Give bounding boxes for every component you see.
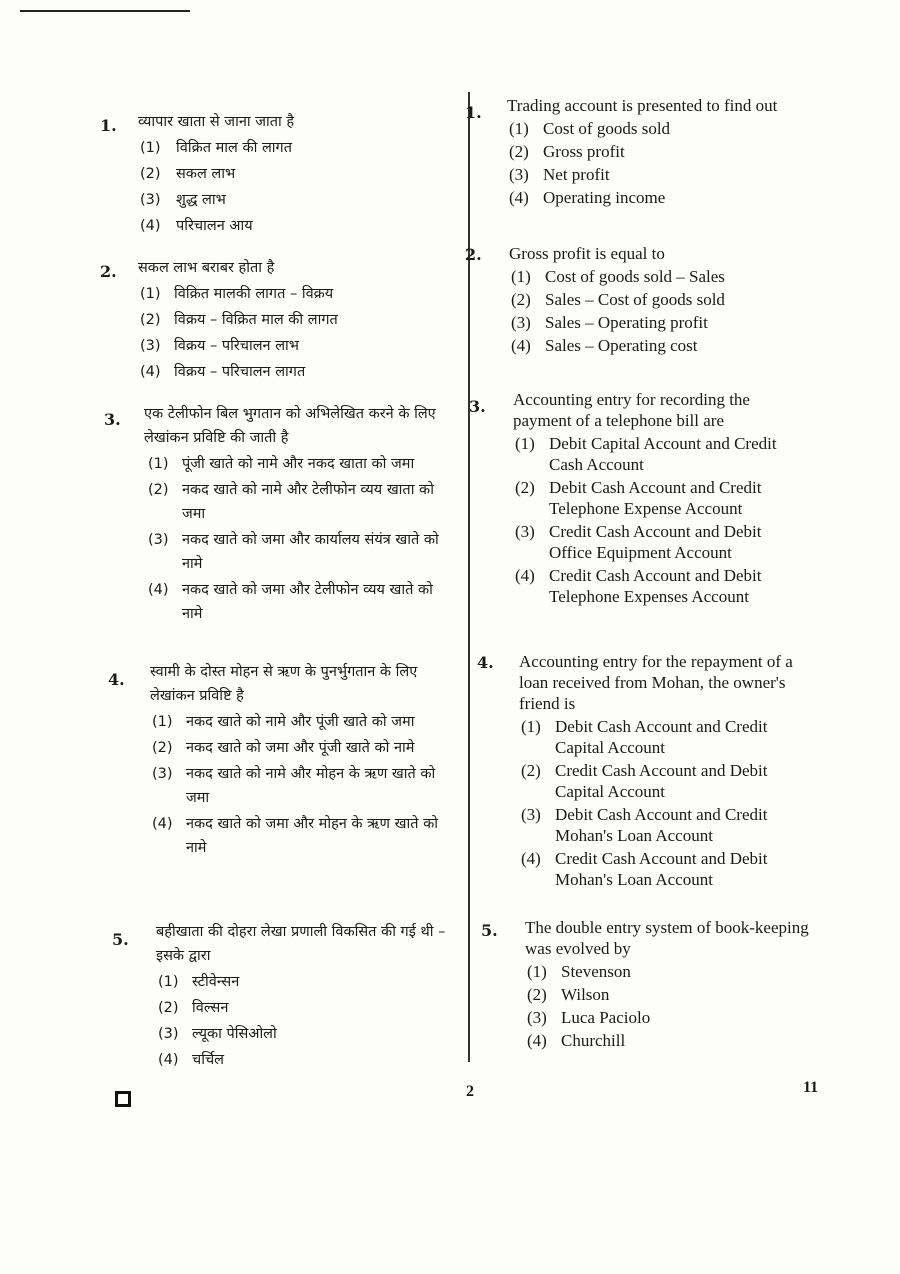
page-number-right: 11	[803, 1079, 819, 1096]
question-text: बहीखाता की दोहरा लेखा प्रणाली विकसित की गई थी – इसके द्वारा	[156, 924, 446, 964]
question-number: 4.	[477, 653, 494, 672]
option: (2) नकद खाते को नामे और टेलीफोन व्यय खाता को जमा	[148, 482, 434, 522]
option: (3) Luca Paciolo	[527, 1008, 651, 1027]
hindi-column	[100, 110, 445, 1080]
option: (4) चर्चिल	[158, 1052, 225, 1068]
option: (2) Gross profit	[509, 142, 625, 161]
english-question-1	[465, 95, 820, 210]
question-text: Trading account is presented to find out	[507, 96, 778, 115]
option: (1) Debit Capital Account and Credit Cash Account	[515, 434, 777, 474]
option: (2) Wilson	[527, 985, 610, 1004]
question-number: 4.	[108, 670, 125, 689]
option: (1) नकद खाते को नामे और पूंजी खाते को जमा	[152, 714, 415, 730]
option: (4) Churchill	[527, 1031, 626, 1050]
question-text: The double entry system of book-keeping was evolved by	[525, 918, 809, 958]
question-number: 1.	[100, 116, 117, 135]
option: (3) Debit Cash Account and Credit Mohan's Loan Account	[521, 805, 768, 845]
option: (4) Credit Cash Account and Debit Telephone Expenses Account	[515, 566, 762, 606]
option: (2) Credit Cash Account and Debit Capital Account	[521, 761, 768, 801]
top-rule	[20, 10, 190, 12]
hindi-question-2	[100, 256, 445, 386]
question-number: 3.	[469, 397, 486, 416]
option: (2) विक्रय – विक्रित माल की लागत	[140, 312, 338, 328]
question-text: सकल लाभ बराबर होता है	[138, 260, 275, 276]
option: (3) Net profit	[509, 165, 610, 184]
english-column	[465, 95, 820, 1070]
square-marker-icon	[115, 1091, 131, 1107]
option: (3) Credit Cash Account and Debit Office Equipment Account	[515, 522, 762, 562]
option: (3) Sales – Operating profit	[511, 313, 708, 332]
option: (4) Sales – Operating cost	[511, 336, 698, 355]
question-number: 1.	[465, 103, 482, 122]
option: (2) Debit Cash Account and Credit Telephone Expense Account	[515, 478, 762, 518]
option: (3) ल्यूका पेसिओलो	[158, 1026, 277, 1042]
option: (1) विक्रित माल की लागत	[140, 140, 292, 156]
option: (4) विक्रय – परिचालन लागत	[140, 364, 306, 380]
option: (4) नकद खाते को जमा और टेलीफोन व्यय खाते को नामे	[148, 582, 433, 622]
hindi-question-1	[100, 110, 445, 240]
option: (4) नकद खाते को जमा और मोहन के ऋण खाते को नामे	[152, 816, 439, 856]
option: (3) विक्रय – परिचालन लाभ	[140, 338, 299, 354]
english-question-4	[465, 651, 820, 892]
option: (1) विक्रित मालकी लागत – विक्रय	[140, 286, 334, 302]
english-question-5	[465, 917, 820, 1053]
option: (4) Operating income	[509, 188, 666, 207]
hindi-question-5	[100, 920, 445, 1074]
question-number: 5.	[481, 921, 498, 940]
question-text: Accounting entry for recording the payment of a telephone bill are	[513, 390, 750, 430]
hindi-question-4	[100, 660, 445, 862]
question-number: 3.	[104, 410, 121, 429]
option: (3) नकद खाते को जमा और कार्यालय संयंत्र खाते को नामे	[148, 532, 439, 572]
option: (1) Stevenson	[527, 962, 631, 981]
option: (2) विल्सन	[158, 1000, 229, 1016]
hindi-question-3	[100, 402, 445, 628]
option: (1) Cost of goods sold – Sales	[511, 267, 725, 286]
question-text: स्वामी के दोस्त मोहन से ऋण के पुनर्भुगतान के लिए लेखांकन प्रविष्टि है	[150, 664, 418, 704]
question-text: एक टेलीफोन बिल भुगतान को अभिलेखित करने के लिए लेखांकन प्रविष्टि की जाती है	[144, 406, 436, 446]
option: (4) Credit Cash Account and Debit Mohan's Loan Account	[521, 849, 768, 889]
question-number: 2.	[465, 245, 482, 264]
option: (1) Cost of goods sold	[509, 119, 671, 138]
question-number: 5.	[112, 930, 129, 949]
question-text: Accounting entry for the repayment of a loan received from Mohan, the owner's friend is	[519, 652, 793, 713]
option: (1) स्टीवेन्सन	[158, 974, 240, 990]
page-number-center: 2	[466, 1083, 474, 1100]
question-text: Gross profit is equal to	[509, 244, 665, 263]
question-number: 2.	[100, 262, 117, 281]
option: (2) Sales – Cost of goods sold	[511, 290, 725, 309]
question-text: व्यापार खाता से जाना जाता है	[138, 114, 295, 130]
option: (3) नकद खाते को नामे और मोहन के ऋण खाते को जमा	[152, 766, 436, 806]
english-question-2	[465, 243, 820, 358]
option: (1) पूंजी खाते को नामे और नकद खाता को जमा	[148, 456, 415, 472]
option: (1) Debit Cash Account and Credit Capital Account	[521, 717, 768, 757]
option: (2) नकद खाते को जमा और पूंजी खाते को नामे	[152, 740, 415, 756]
english-question-3	[465, 389, 820, 609]
option: (2) सकल लाभ	[140, 166, 236, 182]
option: (3) शुद्ध लाभ	[140, 192, 226, 208]
option: (4) परिचालन आय	[140, 218, 253, 234]
